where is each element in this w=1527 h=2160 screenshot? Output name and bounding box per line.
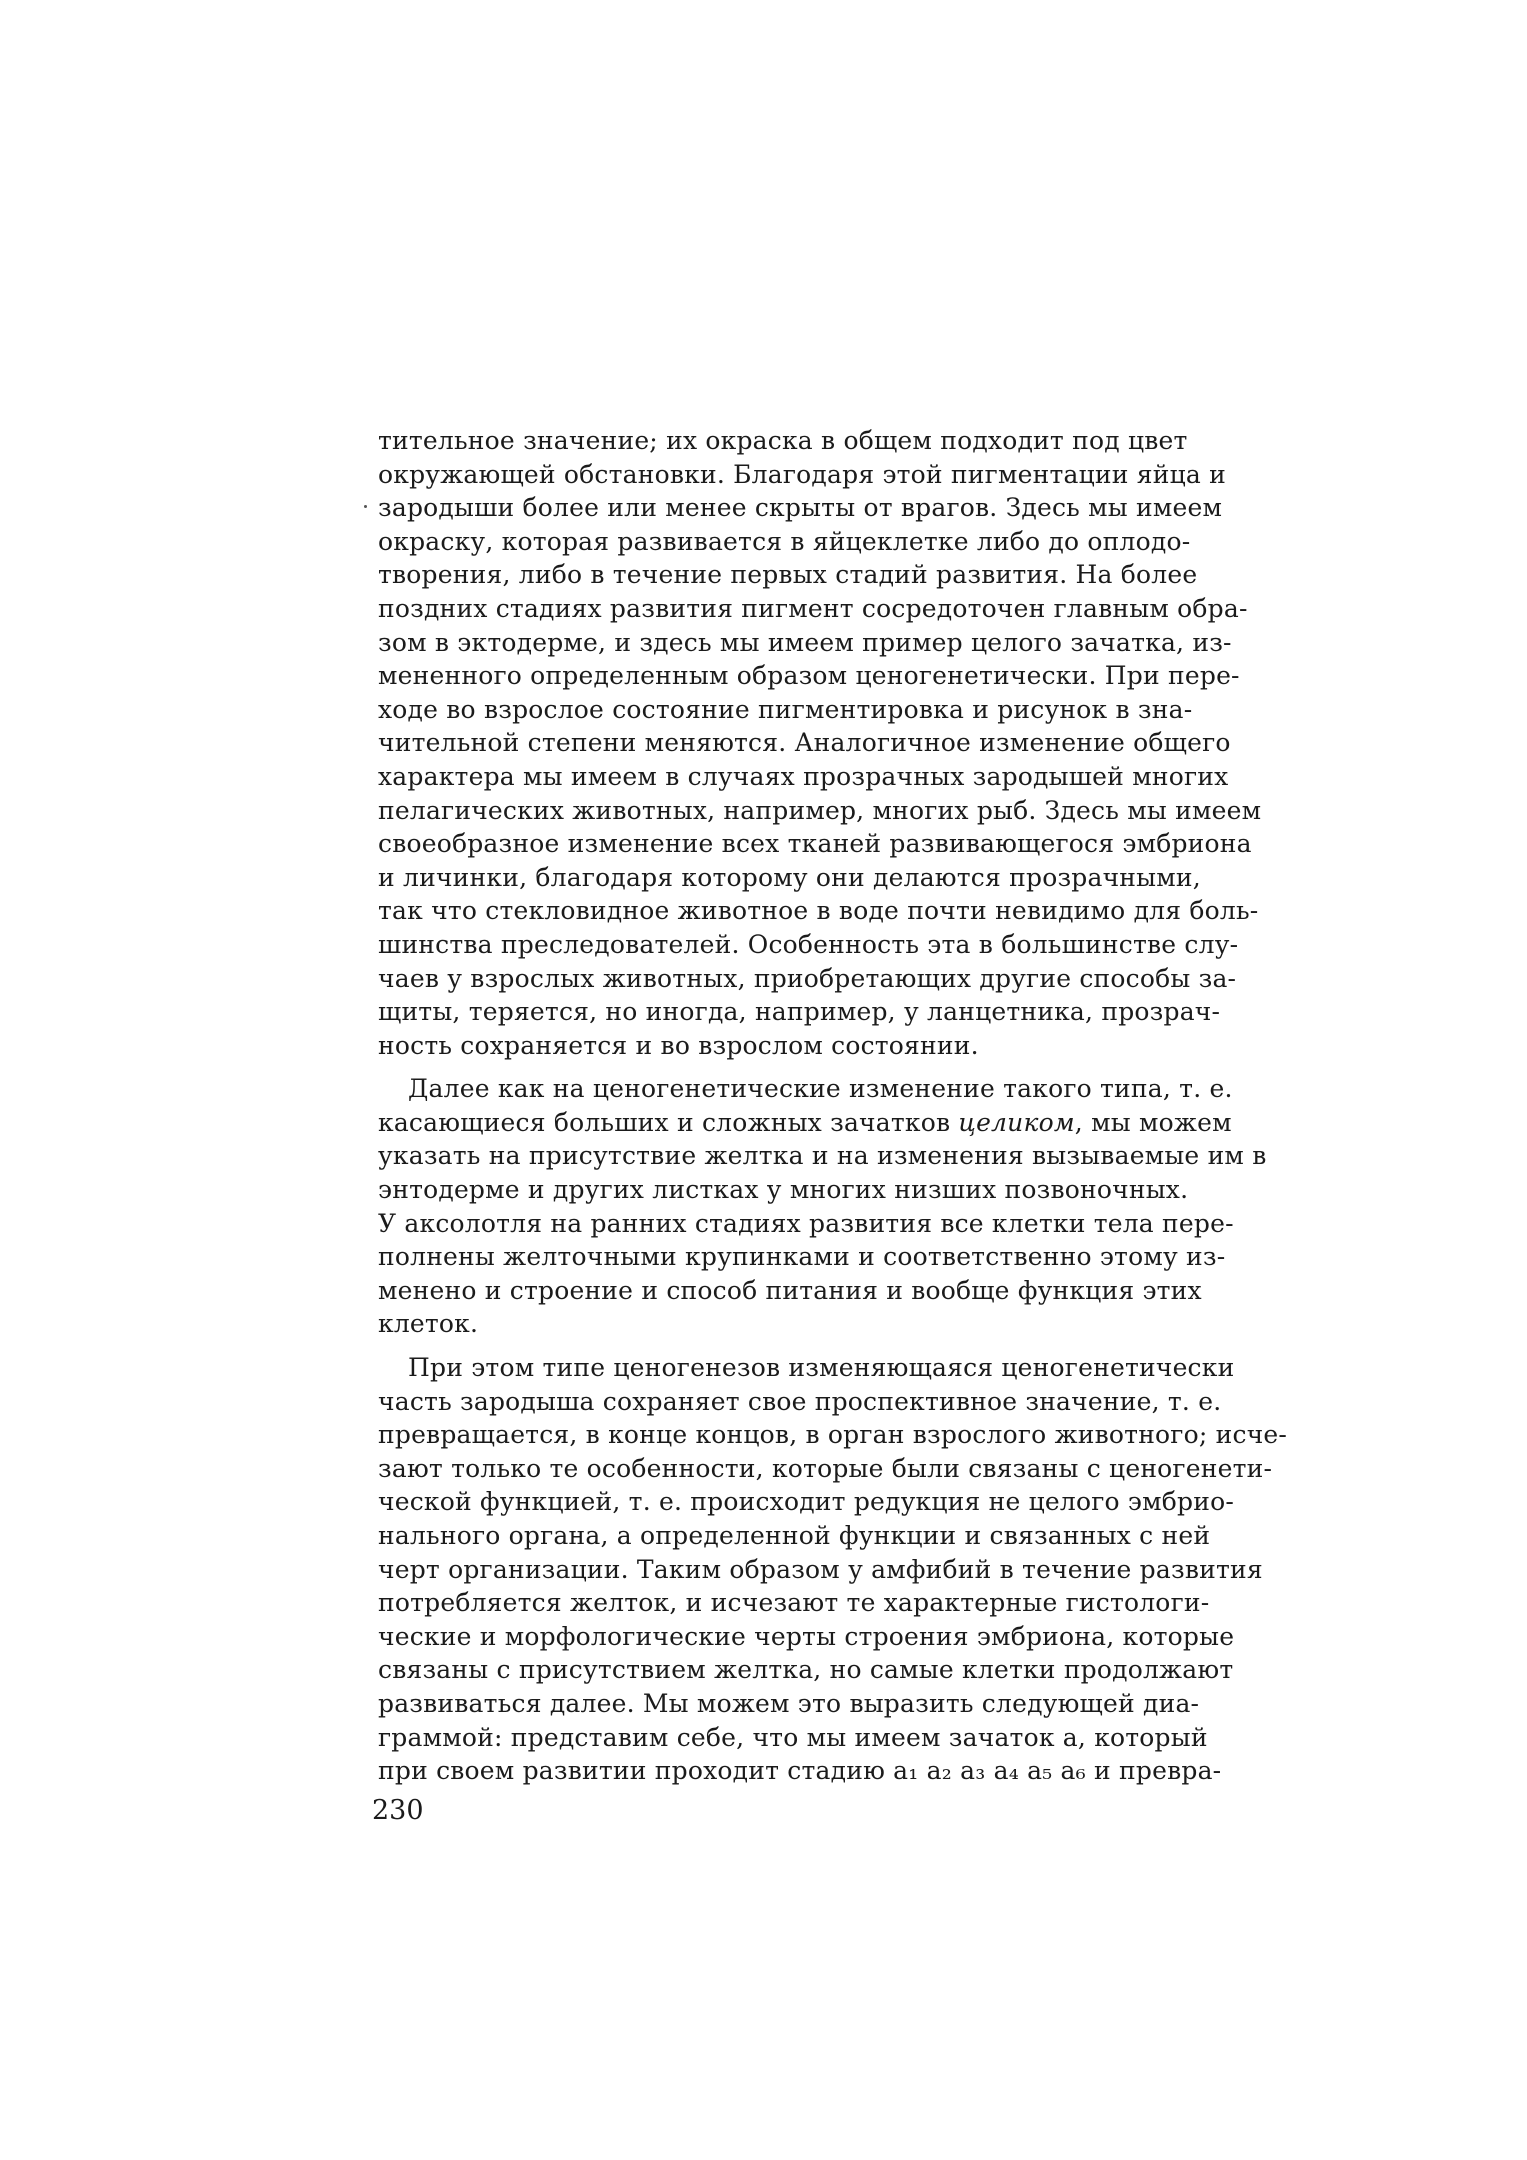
paragraph-3 (378, 1351, 1288, 1788)
text-line: мененного определенным образом ценогенетически. При пере- (378, 661, 1240, 691)
paragraph-2 (378, 1072, 1267, 1341)
text-line: зародыши более или менее скрыты от врагов. Здесь мы имеем (378, 493, 1223, 523)
text-line: При этом типе ценогенезов изменяющаяся ценогенетически (408, 1353, 1235, 1383)
text-line: окружающей обстановки. Благодаря этой пигментации яйца и (378, 459, 1226, 489)
emphasis: целиком (958, 1107, 1075, 1137)
text-line: зают только те особенности, которые были связаны с ценогенети- (378, 1453, 1273, 1483)
text-line: и личинки, благодаря которому они делаются прозрачными, (378, 862, 1201, 892)
text-line: при своем развитии проходит стадию а₁ а₂ а₃ а₄ а₅ а₆ и превра- (378, 1756, 1222, 1786)
text-line: поздних стадиях развития пигмент сосредоточен главным обра- (378, 593, 1248, 623)
text-line: ческой функцией, т. е. происходит редукция не целого эмбрио- (378, 1487, 1234, 1517)
text-line: энтодерме и других листках у многих низших позвоночных. (378, 1175, 1189, 1205)
text-line: чительной степени меняются. Аналогичное изменение общего (378, 728, 1231, 758)
text-line: творения, либо в течение первых стадий развития. На более (378, 560, 1198, 590)
text-line: черт организации. Таким образом у амфибий в течение развития (378, 1554, 1263, 1584)
body-text (378, 424, 1288, 1788)
paragraph-1 (378, 424, 1262, 1062)
text-line: часть зародыша сохраняет свое проспективное значение, т. е. (378, 1386, 1222, 1416)
text-line: зом в эктодерме, и здесь мы имеем пример целого зачатка, из- (378, 627, 1232, 657)
text-line: У аксолотля на ранних стадиях развития все клетки тела пере- (378, 1208, 1234, 1238)
text-line: Далее как на ценогенетические изменение такого типа, т. е. (408, 1074, 1233, 1104)
text-line: развиваться далее. Мы можем это выразить следующей диа- (378, 1688, 1200, 1718)
text-line: чаев у взрослых животных, приобретающих другие способы за- (378, 963, 1237, 993)
text-line: ходе во взрослое состояние пигментировка и рисунок в зна- (378, 694, 1193, 724)
page-number: 230 (372, 1795, 424, 1826)
scan-speck (364, 505, 367, 508)
text-line: окраску, которая развивается в яйцеклетке либо до оплодо- (378, 526, 1191, 556)
text-line: пелагических животных, например, многих рыб. Здесь мы имеем (378, 795, 1262, 825)
text-line: потребляется желток, и исчезают те характерные гистологи- (378, 1588, 1210, 1618)
text-line: щиты, теряется, но иногда, например, у ланцетника, прозрач- (378, 997, 1221, 1027)
text-line: менено и строение и способ питания и вообще функция этих (378, 1275, 1202, 1305)
text-line: превращается, в конце концов, в орган взрослого животного; исче- (378, 1420, 1288, 1450)
text-line: шинства преследователей. Особенность эта в большинстве слу- (378, 929, 1239, 959)
text-line: указать на присутствие желтка и на изменения вызываемые им в (378, 1141, 1267, 1171)
text-line: полнены желточными крупинками и соответственно этому из- (378, 1242, 1226, 1272)
text-line: своеобразное изменение всех тканей развивающегося эмбриона (378, 829, 1252, 859)
text-line: связаны с присутствием желтка, но самые клетки продолжают (378, 1655, 1234, 1685)
text-line: нального органа, а определенной функции и связанных с ней (378, 1521, 1211, 1550)
text-line: тительное значение; их окраска в общем подходит под цвет (378, 426, 1188, 455)
text-line: ческие и морфологические черты строения эмбриона, которые (378, 1621, 1235, 1651)
text-line: клеток. (378, 1309, 479, 1339)
text-line: ность сохраняется и во взрослом состоянии. (378, 1030, 979, 1060)
text-line: так что стекловидное животное в воде почти невидимо для боль- (378, 896, 1259, 926)
text-line: касающиеся больших и сложных зачатков целиком, мы можем (378, 1107, 1232, 1137)
text-line: характера мы имеем в случаях прозрачных зародышей многих (378, 761, 1229, 791)
text-line: граммой: представим себе, что мы имеем зачаток а, который (378, 1722, 1208, 1752)
